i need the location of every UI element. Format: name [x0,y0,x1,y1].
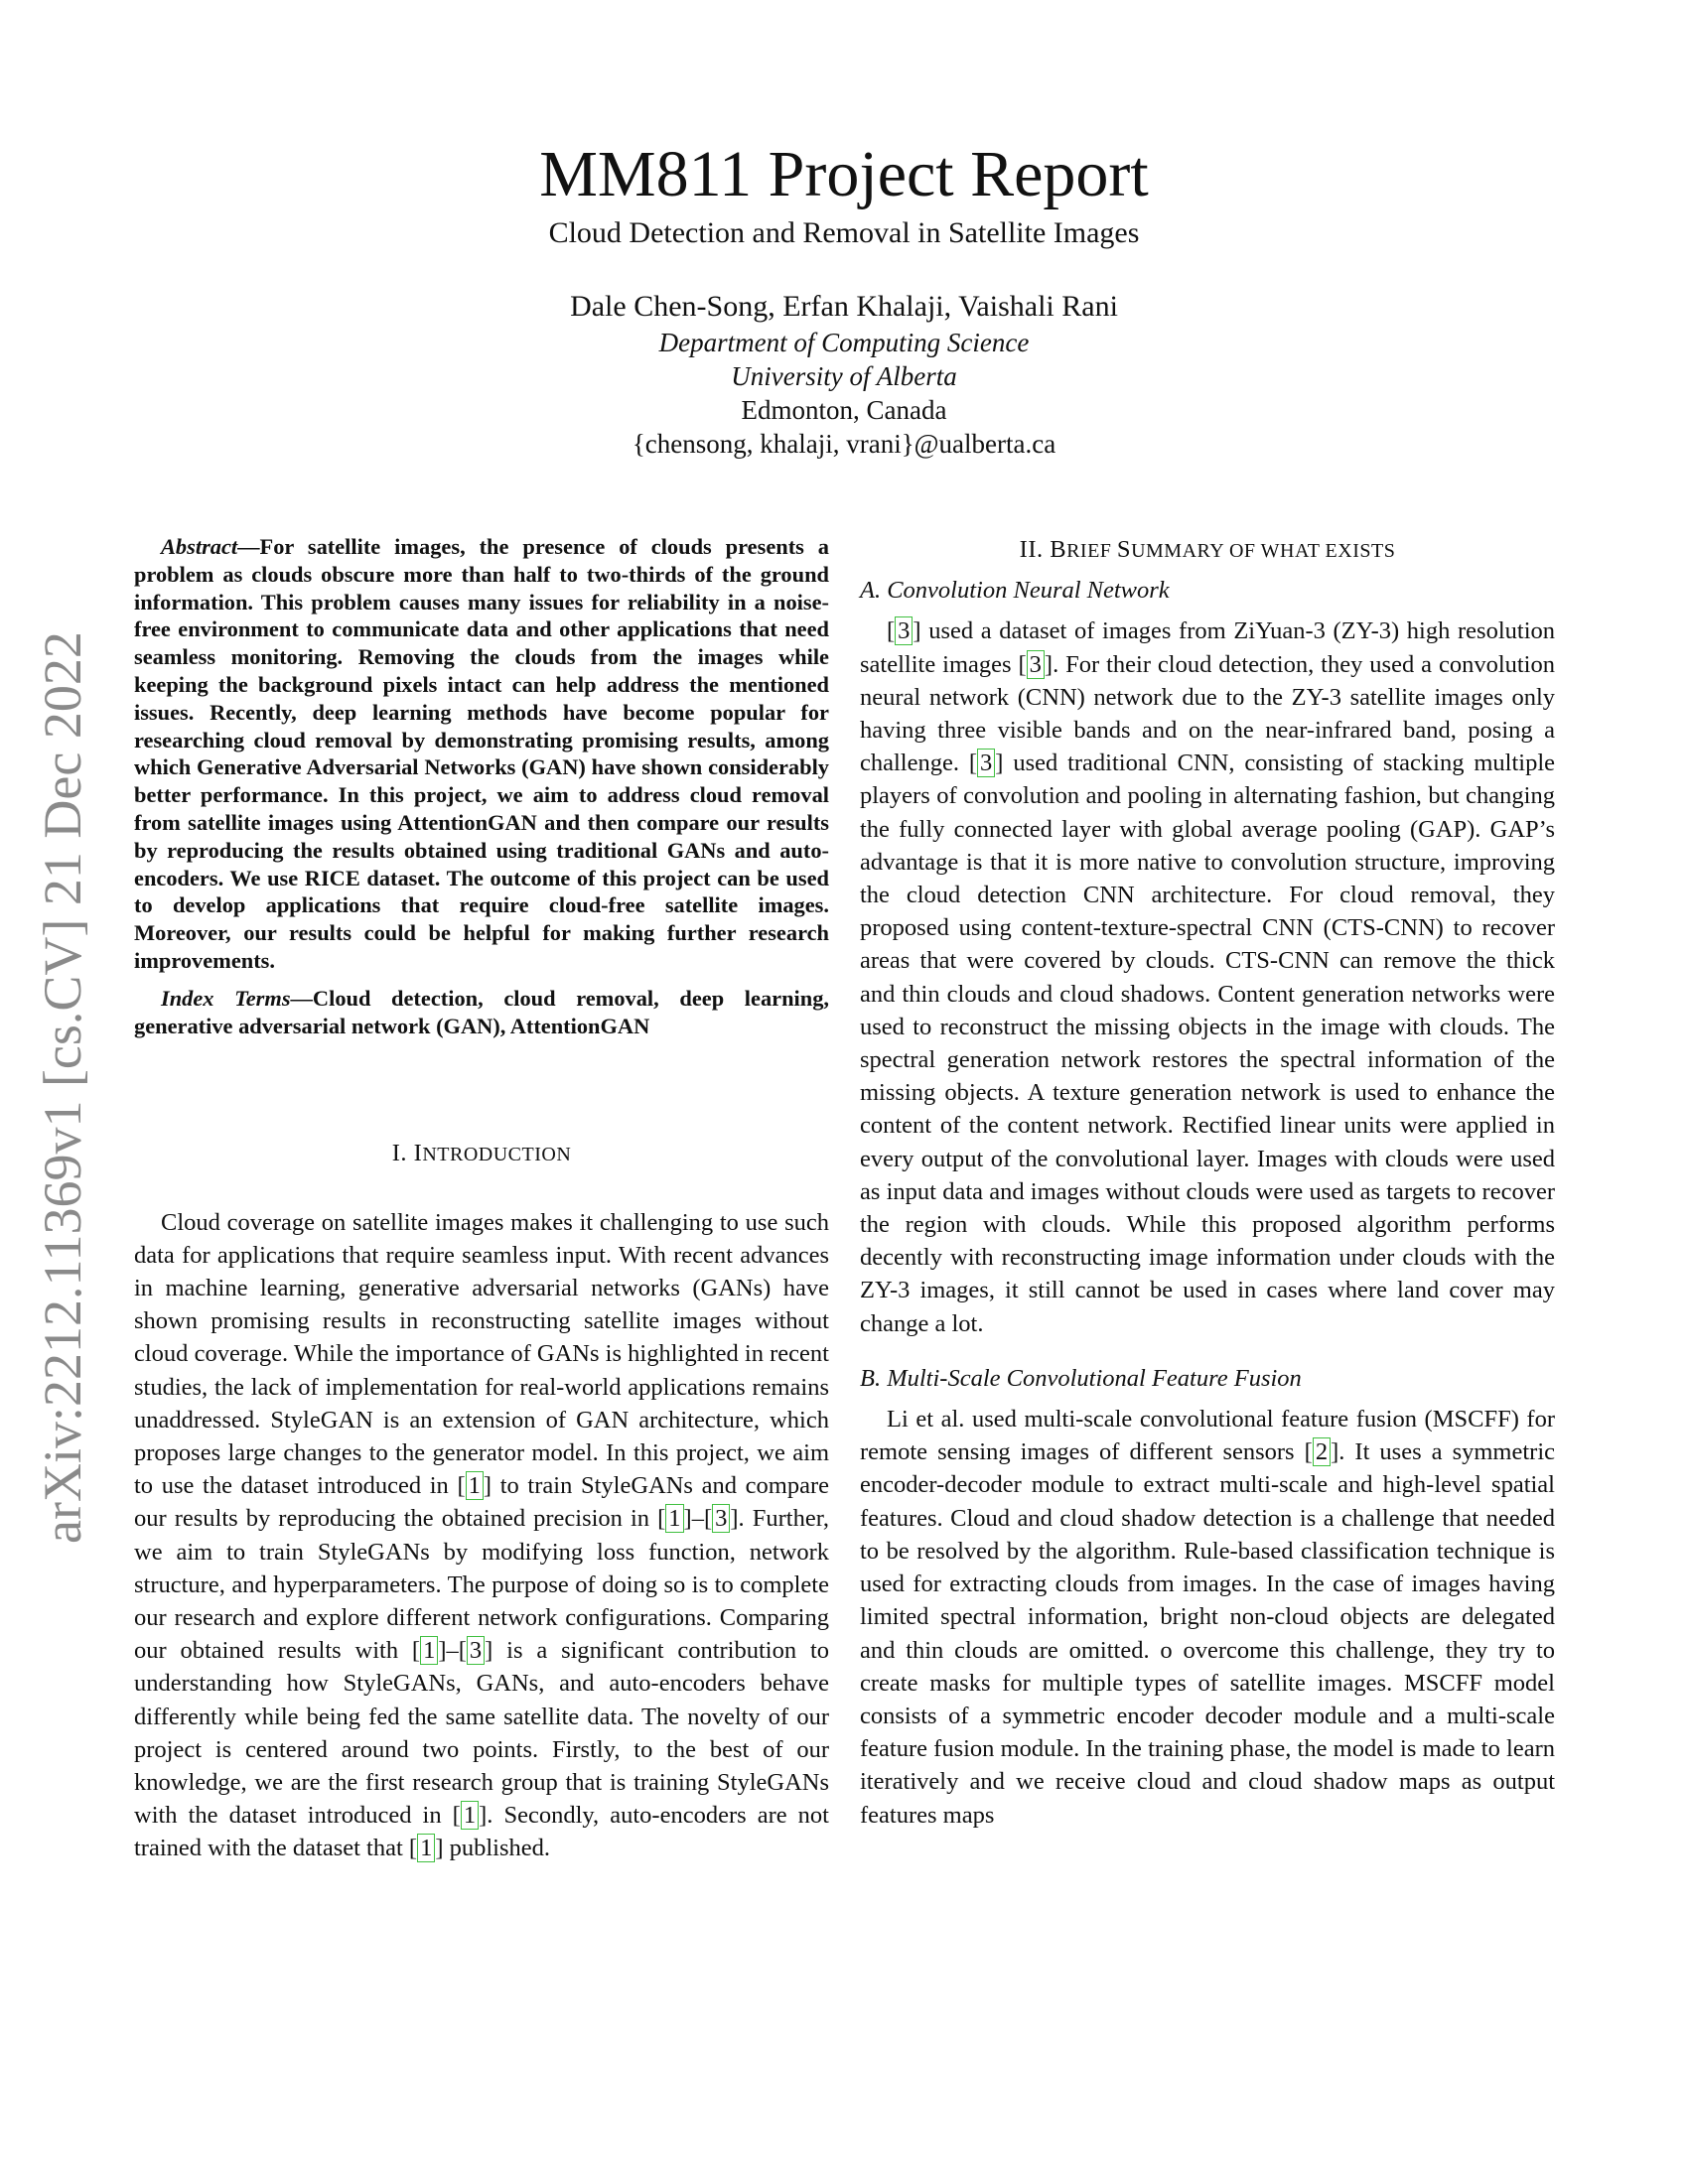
paper-subtitle: Cloud Detection and Removal in Satellite Images [548,216,1140,249]
department: Department of Computing Science [658,328,1030,357]
left-column [134,533,829,1865]
university: University of Alberta [731,361,957,391]
author-emails: {chensong, khalaji, vrani}@ualberta.ca [632,429,1056,459]
title-block [0,135,1688,461]
citation-link[interactable]: 2 [1313,1437,1331,1466]
introduction-paragraph: Cloud coverage on satellite images makes it challenging to use such data for applications that require seamless input. With recent advances in machine learning, generative adversarial networks (GANs) have shown promising results in reconstructing satellite images without cloud coverage. While the importance of GANs is highlighted in recent studies, the lack of implementation for real-world applications remains unaddressed. StyleGAN is an extension of GAN architecture, which proposes large changes to the generator model. In this project, we aim to use the dataset introduced in [ 1 ] to train StyleGANs and compare our results by reproducing the obtained precision in [ 1 ]–[ 3 ]. Further, we aim to train StyleGANs by modifying loss function, network structure, and hyperparameters. The purpose of doing so is to complete our research and explore different network configurations. Comparing our obtained results with [ 1 ]–[ 3 ] is a significant contribution to understanding how StyleGANs, GANs, and auto-encoders behave differently while being fed the same satellite data. The novelty of our project is centered around two points. Firstly, to the best of our knowledge, we are the first research group that is training StyleGANs with the dataset introduced in [ 1 ]. Secondly, auto-encoders are not trained with the dataset that [ 1 ] published. [134,1208,829,1862]
arxiv-identifier: arXiv:2212.11369v1 [cs.CV] 21 Dec 2022 [33,631,92,1544]
index-terms [134,985,829,1040]
paper-title: MM811 Project Report [539,138,1149,210]
citation-link[interactable]: 3 [977,749,995,777]
citation-link[interactable]: 1 [466,1471,484,1500]
section-heading-introduction: I. INTRODUCTION [391,1140,572,1167]
citation-link[interactable]: 1 [665,1504,683,1533]
subsection-heading-mscff: B. Multi-Scale Convolutional Feature Fusion [860,1364,1302,1392]
citation-link[interactable]: 3 [1027,650,1045,679]
citation-link[interactable]: 3 [467,1636,485,1665]
location: Edmonton, Canada [741,395,947,425]
abstract-label: Abstract [161,534,238,559]
citation-link[interactable]: 3 [712,1504,730,1533]
cnn-paragraph: [ 3 ] used a dataset of images from ZiYuan-3 (ZY-3) high resolution satellite images [ 3 ]. For their cloud detection, they used a convolution neural network (CNN) network due to the ZY-3 satellite images only having three visible bands and on the near-infrared band, posing a challenge. [ 3 ] used traditional CNN, consisting of stacking multiple players of convolution and pooling in alternating fashion, but changing the fully connected layer with global average pooling (GAP). GAP’s advantage is that it is more native to convolution structure, improving the cloud detection CNN architecture. For cloud removal, they proposed using content-texture-spectral CNN (CTS-CNN) to recover areas that were covered by clouds. CTS-CNN can remove the thick and thin clouds and cloud shadows. Content generation networks were used to reconstruct the missing objects in the image with clouds. The spectral generation network restores the spectral information of the missing objects. A texture generation network is used to enhance the content of the content network. Rectified linear units were applied in every output of the convolutional layer. Images with clouds were used as input data and images without clouds were used as targets to recover the region with clouds. While this proposed algorithm performs decently with reconstructing image information under clouds with the ZY-3 images, it still cannot be used in cases where land cover may change a lot. [860,617,1555,1337]
mscff-paragraph: Li et al. used multi-scale convolutional feature fusion (MSCFF) for remote sensing images of different sensors [ 2 ]. It uses a symmetric encoder-decoder module to extract multi-scale and high-level spatial features. Cloud and cloud shadow detection is a challenge that needed to be resolved by the algorithm. Rule-based classification technique is used for extracting clouds from images. In the case of images having limited spectral information, bright non-cloud objects are delegated and thin clouds are omitted. o overcome this challenge, they try to create masks for multiple types of satellite images. MSCFF model consists of a symmetric encoder decoder module and a multi-scale feature fusion module. In the training phase, the model is made to learn iteratively and we receive cloud and cloud shadow maps as output features maps [860,1406,1555,1829]
citation-link[interactable]: 1 [417,1834,435,1862]
citation-link[interactable]: 3 [895,616,913,645]
section-heading-summary: II. BRIEF SUMMARY OF WHAT EXISTS [1019,536,1396,563]
author-list: Dale Chen-Song, Erfan Khalaji, Vaishali Rani [570,290,1118,323]
abstract [134,533,829,975]
citation-link[interactable]: 1 [420,1636,438,1665]
index-terms-text: —Cloud detection, cloud removal, deep learning, generative adversarial network (GAN), AttentionGAN [134,985,829,1038]
abstract-text: —For satellite images, the presence of clouds presents a problem as clouds obscure more than half to two-thirds of the ground information. This problem causes many issues for reliability in a noise-free environment to communicate data and other applications that need seamless monitoring. Removing the clouds from the images while keeping the background pixels intact can help address the mentioned issues. Recently, deep learning methods have become popular for researching cloud removal by demonstrating promising results, among which Generative Adversarial Networks (GAN) have shown considerably better performance. In this project, we aim to address cloud removal from satellite images using AttentionGAN and then compare our results by reproducing the results obtained using traditional GANs and auto-encoders. We use RICE dataset. The outcome of this project can be used to develop applications that require cloud-free satellite images. Moreover, our results could be helpful for making further research improvements. [134,534,829,973]
index-terms-label: Index Terms [161,985,291,1011]
subsection-heading-cnn: A. Convolution Neural Network [860,577,1170,605]
citation-link[interactable]: 1 [461,1801,479,1830]
right-column [860,533,1555,1832]
